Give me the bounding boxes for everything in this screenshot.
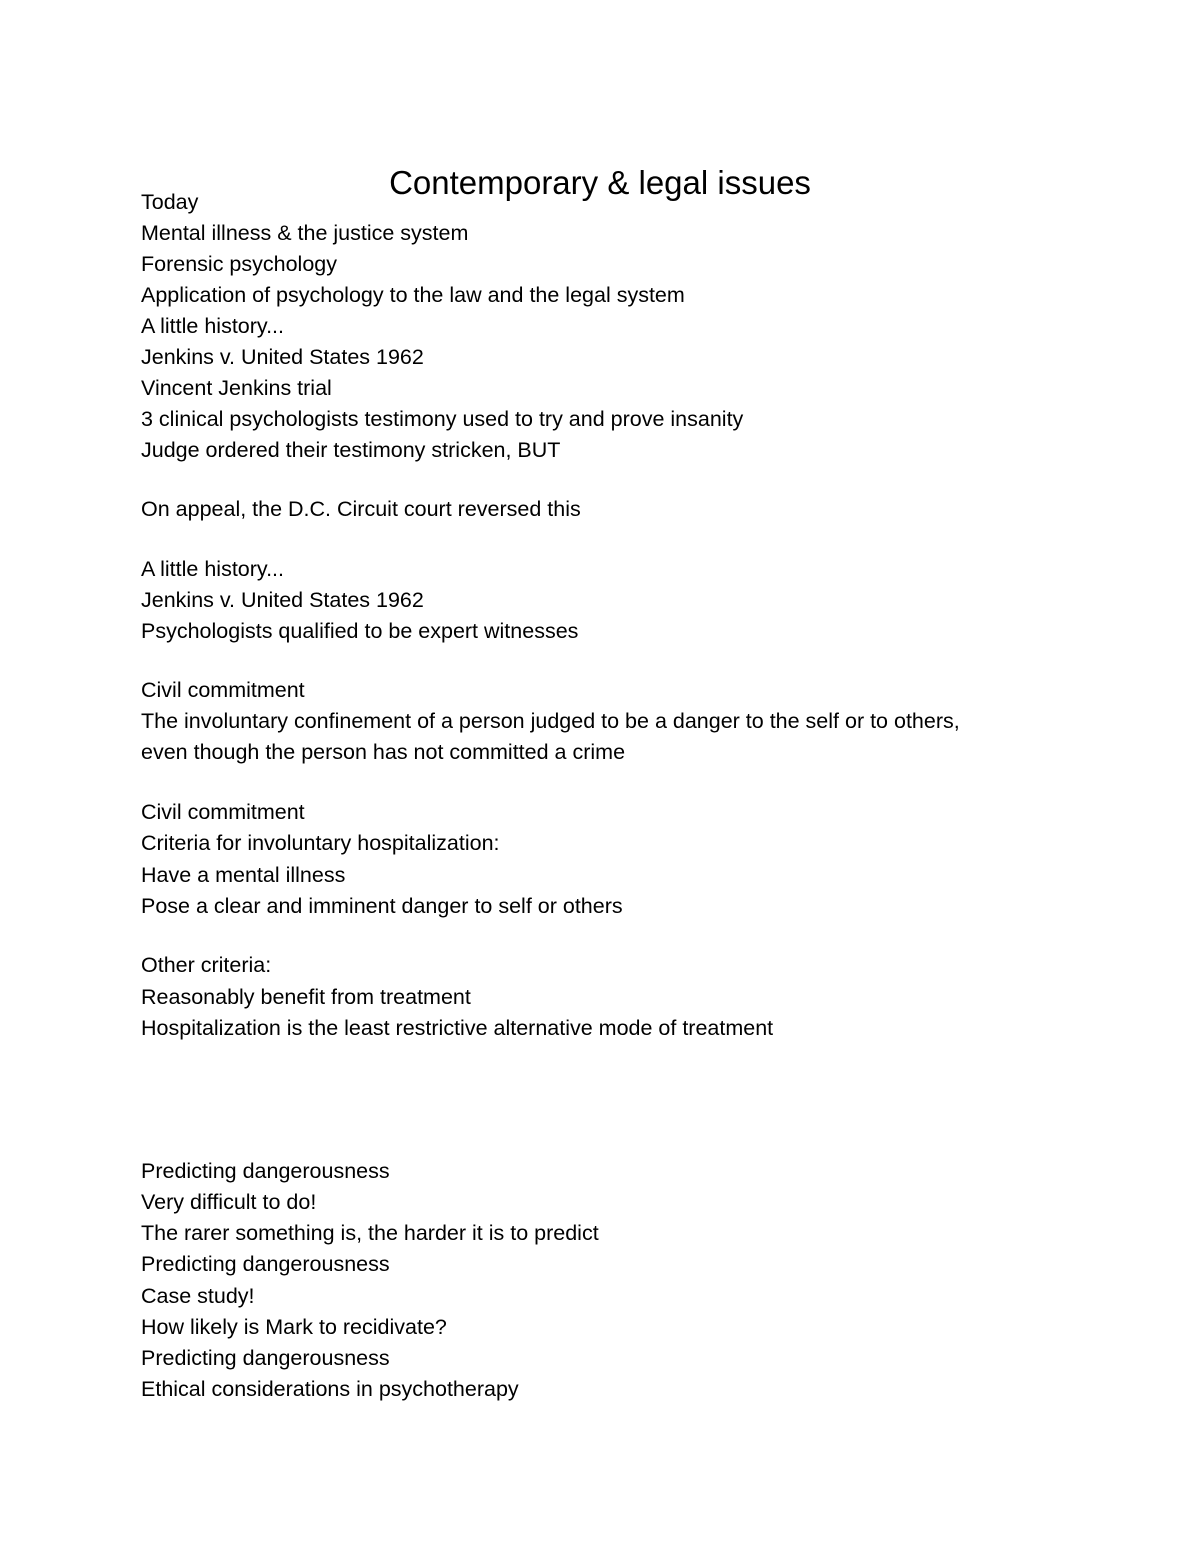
text-line: A little history... [141, 314, 284, 338]
text-line: The involuntary confinement of a person judged to be a danger to the self or to others, [141, 709, 960, 733]
text-line: The rarer something is, the harder it is to predict [141, 1221, 599, 1245]
text-line: 3 clinical psychologists testimony used to try and prove insanity [141, 407, 744, 431]
text-line: Predicting dangerousness [141, 1159, 390, 1183]
text-line: Ethical considerations in psychotherapy [141, 1377, 519, 1401]
text-line: Other criteria: [141, 953, 272, 977]
text-line: Case study! [141, 1284, 255, 1308]
text-line: Have a mental illness [141, 863, 346, 887]
text-line: Jenkins v. United States 1962 [141, 345, 424, 369]
text-line: Predicting dangerousness [141, 1346, 390, 1370]
text-line: Predicting dangerousness [141, 1252, 390, 1276]
text-line: A little history... [141, 557, 284, 581]
text-line: Reasonably benefit from treatment [141, 985, 471, 1009]
text-line: Judge ordered their testimony stricken, BUT [141, 438, 561, 462]
text-line: Psychologists qualified to be expert witnesses [141, 619, 579, 643]
text-line: Pose a clear and imminent danger to self or others [141, 894, 623, 918]
text-line: Mental illness & the justice system [141, 221, 469, 245]
text-line: Vincent Jenkins trial [141, 376, 332, 400]
text-line: Criteria for involuntary hospitalization: [141, 831, 500, 855]
text-line: Civil commitment [141, 800, 305, 824]
page-title: Contemporary & legal issues [389, 164, 811, 202]
text-line: Today [141, 190, 199, 214]
text-line: Hospitalization is the least restrictive alternative mode of treatment [141, 1016, 774, 1040]
text-line: Very difficult to do! [141, 1190, 317, 1214]
text-line: even though the person has not committed a crime [141, 740, 626, 764]
text-line: Application of psychology to the law and the legal system [141, 283, 685, 307]
text-line: Civil commitment [141, 678, 305, 702]
text-line: Forensic psychology [141, 252, 337, 276]
text-line: On appeal, the D.C. Circuit court reversed this [141, 497, 581, 521]
text-line: How likely is Mark to recidivate? [141, 1315, 447, 1339]
text-line: Jenkins v. United States 1962 [141, 588, 424, 612]
